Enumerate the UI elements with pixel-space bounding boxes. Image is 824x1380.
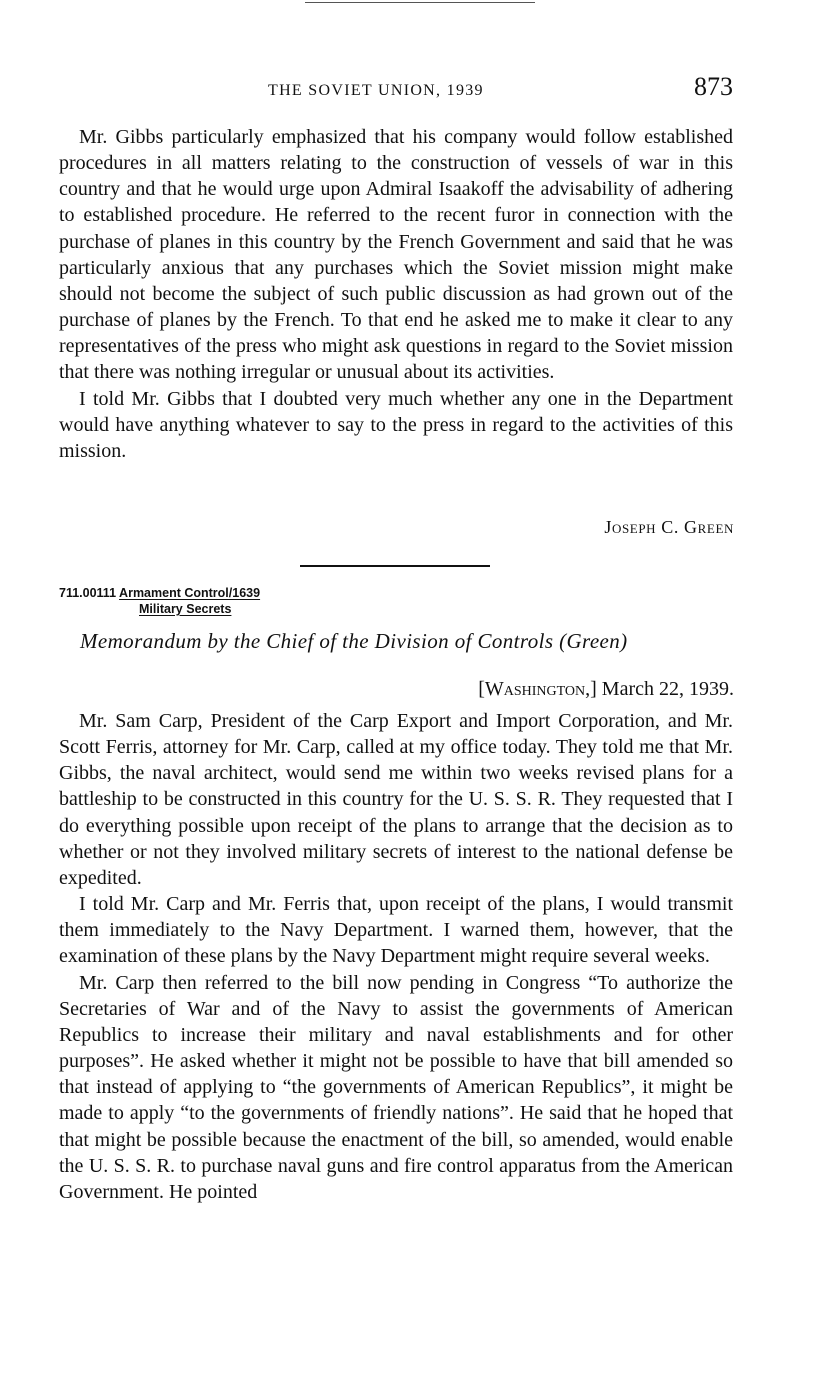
file-subject: Armament Control/1639: [119, 586, 261, 600]
paragraph: Mr. Carp then referred to the bill now pending in Congress “To authorize the Secretaries of War and of the Navy to assist the governments of American Republics to increase their military and naval establishments and for other purposes”. He asked whether it might not be possible to have that bill amended so that instead of applying to “the governments of American Republics”, it might be made to apply “to the governments of friendly nations”. He said that he hoped that that might be possible because the enactment of the bill, so amended, would enable the U. S. S. R. to purchase naval guns and fire control apparatus from the American Government. He pointed: [59, 971, 733, 1203]
paragraph: Mr. Sam Carp, President of the Carp Export and Import Corporation, and Mr. Scott Ferris, attorney for Mr. Carp, called at my office today. They told me that Mr. Gibbs, the naval architect, would send me within two weeks revised plans for a battleship to be constructed in this country for the U. S. S. R. They requested that I do everything possible upon receipt of the plans to arrange that the decision as to whether or not they involved military secrets of interest to the national defense be expedited.: [59, 710, 733, 889]
dateline-place: [Washington,]: [478, 678, 597, 700]
file-number: 711.00111: [59, 586, 117, 600]
memo-title-close: ): [620, 629, 628, 653]
file-subsubject: Military Secrets: [139, 602, 232, 616]
file-reference: [59, 585, 260, 617]
page-number: 873: [694, 72, 733, 101]
section-divider: [300, 565, 490, 567]
signature: Joseph C. Green: [604, 517, 734, 537]
section1-body: [59, 124, 733, 464]
memo-title-text: Memorandum by the Chief of the Division of Controls (: [80, 629, 567, 653]
memo-title-name: Green: [566, 629, 621, 653]
section2-body: [59, 708, 733, 1205]
paragraph: Mr. Gibbs particularly emphasized that his company would follow established procedures in all matters relating to the construction of vessels of war in this country and that he would urge upon Admiral Isaakoff the advisability of adhering to established procedure. He referred to the recent furor in connection with the purchase of planes in this country by the French Government and said that he was particularly anxious that any purchases which the Soviet mission might make should not become the subject of such public discussion as had grown out of the purchase of planes by the French. To that end he asked me to make it clear to any representatives of the press who might ask questions in regard to the Soviet mission that there was nothing irregular or unusual about its activities.: [59, 126, 733, 384]
dateline-date: March 22, 1939.: [601, 678, 734, 700]
dateline: [478, 678, 734, 701]
paragraph: I told Mr. Gibbs that I doubted very much whether any one in the Department would have anything whatever to say to the press in regard to the activities of this mission.: [59, 387, 733, 462]
paragraph: I told Mr. Carp and Mr. Ferris that, upon receipt of the plans, I would transmit them immediately to the Navy Department. I warned them, however, that the examination of these plans by the Navy Department might require several weeks.: [59, 893, 733, 968]
top-rule: [305, 2, 535, 3]
memo-title: [80, 629, 628, 654]
running-title: THE SOVIET UNION, 1939: [268, 82, 484, 99]
